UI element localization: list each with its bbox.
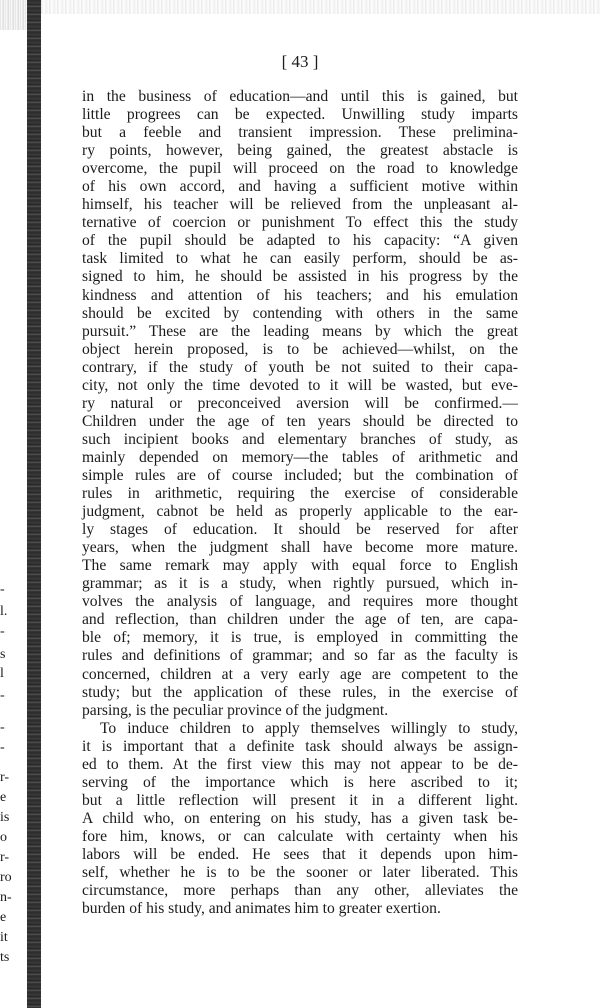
fragment-text: -	[0, 740, 5, 755]
scan-edge-noise	[0, 0, 27, 30]
text-line: kindness and attention of his teachers; and his emulation	[82, 286, 518, 304]
text-line: circumstance, more perhaps than any other, alleviates the	[82, 882, 518, 900]
text-line: contrary, if the study of youth be not suited to their capa-	[82, 358, 518, 376]
fragment-text: n-	[0, 890, 12, 905]
fragment-text: r-	[0, 850, 10, 865]
text-line: simple rules are of course included; but the combination of	[82, 466, 518, 484]
text-line: of the pupil should be adapted to his capacity: “A given	[82, 232, 518, 250]
text-line: task limited to what he can easily perform, should be as-	[82, 250, 518, 268]
text-line: little progrees can be expected. Unwilling study imparts	[82, 106, 518, 124]
text-line: such incipient books and elementary branches of study, as	[82, 430, 518, 448]
text-line: grammar; as it is a study, when rightly pursued, which in-	[82, 575, 518, 593]
text-line: labors will be ended. He sees that it depends upon him-	[82, 845, 518, 863]
text-line: To induce children to apply themselves willingly to study,	[100, 719, 518, 737]
text-line: ly stages of education. It should be reserved for after	[82, 521, 518, 539]
fragment-text: s	[0, 647, 6, 662]
paragraph	[82, 88, 518, 720]
fragment-text: l	[0, 666, 4, 681]
fragment-text: o	[0, 830, 7, 845]
body-text	[82, 88, 518, 918]
text-line: of his own accord, and having a sufficient motive within	[82, 178, 518, 196]
text-line: Children under the age of ten years should be directed to	[82, 412, 518, 430]
text-line: A child who, on entering on his study, has a given task be-	[82, 809, 518, 827]
fragment-text: l.	[0, 604, 8, 619]
text-line: concerned, children at a very early age are competent to the	[82, 665, 518, 683]
text-line: fore him, knows, or can calculate with certainty when his	[82, 827, 518, 845]
fragment-text: is	[0, 810, 10, 825]
text-line: and reflection, than children under the age of ten, are capa-	[82, 611, 518, 629]
text-line: ed to them. At the first view this may not appear to be de-	[82, 755, 518, 773]
fragment-text: -	[0, 624, 5, 639]
text-line: study; but the application of these rules, in the exercise of	[82, 683, 518, 701]
text-line: overcome, the pupil will proceed on the road to knowledge	[82, 160, 518, 178]
text-line: signed to him, he should be assisted in his progress by the	[82, 268, 518, 286]
text-line: burden of his study, and animates him to greater exertion.	[82, 900, 441, 918]
book-binding-strip	[27, 0, 41, 1008]
text-line: ry natural or preconceived aversion will be confirmed.—	[82, 394, 518, 412]
page-number: [ 43 ]	[281, 52, 319, 71]
scan-top-noise	[41, 0, 600, 14]
text-line: rules in arithmetic, requiring the exercise of considerable	[82, 485, 518, 503]
text-line: but a little reflection will present it in a different light.	[82, 791, 518, 809]
text-line: but a feeble and transient impression. These prelimina-	[82, 124, 518, 142]
text-line: years, when the judgment shall have become more mature.	[82, 539, 518, 557]
fragment-text: -	[0, 582, 5, 597]
text-line: rules and definitions of grammar; and so far as the faculty is	[82, 647, 518, 665]
text-line: should be excited by contending with others in the same	[82, 304, 518, 322]
text-line: ry points, however, being gained, the greatest abstacle is	[82, 142, 518, 160]
text-line: object herein proposed, is to be achieved—whilst, on the	[82, 340, 518, 358]
fragment-text: -	[0, 720, 5, 735]
text-line: pursuit.” These are the leading means by which the great	[82, 322, 518, 340]
text-line: mainly depended on memory—the tables of arithmetic and	[82, 448, 518, 466]
text-line: ble of; memory, it is true, is employed in committing the	[82, 629, 518, 647]
fragment-text: it	[0, 930, 8, 945]
fragment-text: e	[0, 910, 7, 925]
text-line: The same remark may apply with equal force to English	[82, 557, 518, 575]
fragment-text: e	[0, 790, 7, 805]
text-line: in the business of education—and until this is gained, but	[82, 88, 518, 105]
text-line: parsing, is the peculiar province of the judgment.	[82, 701, 389, 719]
text-line: self, whether he is to be the sooner or later liberated. This	[82, 864, 518, 882]
fragment-text: -	[0, 688, 5, 703]
text-line: city, not only the time devoted to it will be wasted, but eve-	[82, 376, 518, 394]
fragment-text: ro	[0, 870, 12, 885]
text-line: ternative of coercion or punishment To effect this the study	[82, 214, 518, 232]
text-line: judgment, cabnot be held as properly applicable to the ear-	[82, 503, 518, 521]
text-line: serving of the importance which is here ascribed to it;	[82, 773, 518, 791]
text-line: it is important that a definite task should always be assign-	[82, 737, 518, 755]
text-line: himself, his teacher will be relieved from the unpleasant al-	[82, 196, 518, 214]
fragment-text: r-	[0, 770, 10, 785]
fragment-text: ts	[0, 950, 10, 965]
paragraph	[82, 720, 518, 919]
text-line: volves the analysis of language, and requires more thought	[82, 593, 518, 611]
